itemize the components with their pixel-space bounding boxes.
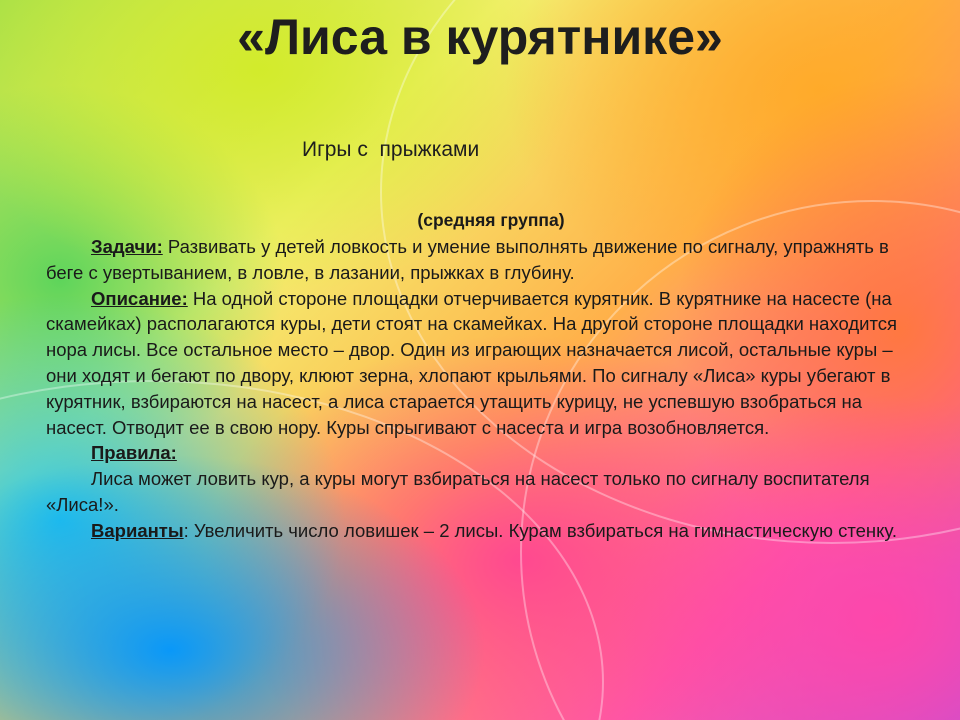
game-description: [46, 234, 926, 544]
tasks-heading: Задачи:: [91, 236, 163, 257]
description-heading: Описание:: [91, 287, 188, 309]
rules-heading: Правила:: [91, 442, 177, 464]
description-paragraph: [46, 286, 926, 441]
age-group-label: (средняя группа): [417, 210, 565, 230]
tasks-paragraph: [46, 234, 926, 286]
rules-text: Лиса может ловить кур, а куры могут взбираться на насест только по сигналу воспитателя «Лиса!».: [46, 468, 870, 515]
rules-heading-paragraph: [46, 440, 926, 466]
variants-text: : Увеличить число ловишек – 2 лисы. Курам взбираться на гимнастическую стенку.: [183, 519, 897, 541]
slide-subtitle: Игры с прыжками: [302, 138, 480, 161]
tasks-text: Развивать у детей ловкость и умение выполнять движение по сигналу, упражнять в беге с увертыванием, в ловле, в лазании, прыжках в глубину.: [46, 236, 889, 283]
rules-paragraph: [46, 466, 926, 518]
slide-title: «Лиса в курятнике»: [237, 9, 723, 65]
variants-paragraph: [46, 518, 926, 544]
description-text: На одной стороне площадки отчерчивается курятник. В курятнике на насесте (на скамейках) располагаются куры, дети стоят на скамейках. На другой стороне площадки находится нора лисы. Все остальное место – двор. Один из играющих назначается лисой, остальные куры – они ходят и бегают по двору, клюют зерна, хлопают крыльями. По сигналу «Лиса» куры убегают в курятник, взбираются на насест, а лиса старается утащить курицу, не успевшую взобраться на насест. Отводит ее в свою нору. Куры спрыгивают с насеста и игра возобновляется.: [46, 287, 898, 438]
variants-heading: Варианты: [91, 519, 184, 541]
